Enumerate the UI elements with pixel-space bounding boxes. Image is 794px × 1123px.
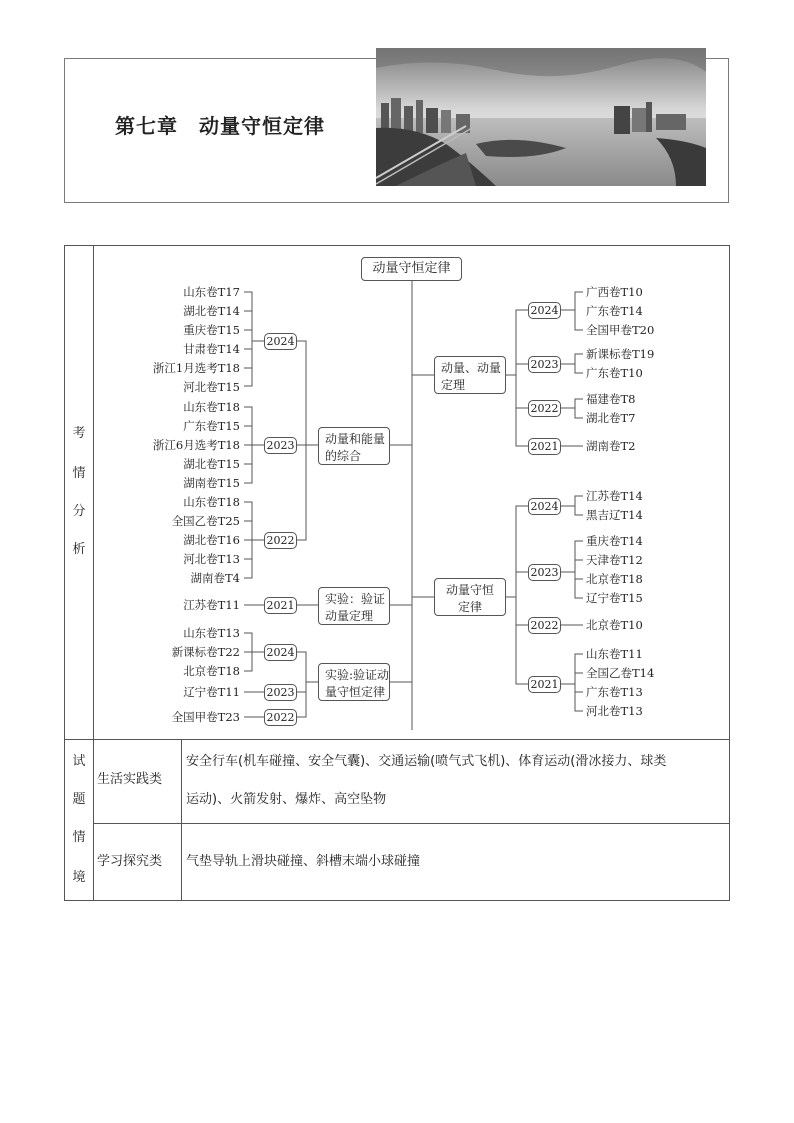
year-pill: 2024	[264, 333, 297, 350]
exam-item: 湖南卷T2	[586, 439, 636, 453]
situation-category-study: 学习探究类	[97, 854, 163, 869]
exam-item: 浙江6月选考T18	[152, 438, 240, 452]
year-pill: 2022	[264, 532, 297, 549]
branch-label-line2: 定律	[457, 600, 482, 614]
exam-item: 全国甲卷T20	[586, 323, 655, 337]
exam-item: 湖南卷T4	[190, 571, 240, 585]
branch-momentum-theorem	[434, 356, 506, 394]
branch-experiment-conservation	[318, 663, 390, 701]
branch-experiment-momentum-theorem	[318, 587, 390, 625]
branch-label-line1: 动量、动量	[441, 361, 502, 375]
label-analysis-4: 析	[72, 542, 86, 557]
exam-item: 山东卷T13	[183, 626, 240, 640]
exam-item: 甘肃卷T14	[183, 342, 240, 356]
exam-item: 北京卷T18	[586, 572, 643, 586]
year-pill: 2023	[264, 437, 297, 454]
year-pill: 2023	[528, 356, 561, 373]
year-pill: 2024	[528, 302, 561, 319]
exam-item: 浙江1月选考T18	[152, 361, 240, 375]
exam-item: 广东卷T10	[586, 366, 643, 380]
exam-item: 湖北卷T15	[183, 457, 240, 471]
exam-item: 广东卷T14	[586, 304, 643, 318]
exam-item: 辽宁卷T11	[183, 685, 240, 699]
label-situation-1: 试	[72, 754, 86, 769]
exam-item: 河北卷T13	[586, 704, 643, 718]
exam-item: 重庆卷T14	[586, 534, 643, 548]
year-pill: 2024	[528, 498, 561, 515]
exam-item: 湖南卷T15	[183, 476, 240, 490]
exam-item: 全国乙卷T14	[586, 666, 655, 680]
exam-item: 广东卷T15	[183, 419, 240, 433]
label-situation-2: 题	[72, 792, 86, 807]
exam-item: 辽宁卷T15	[586, 591, 643, 605]
branch-label-line2: 的综合	[325, 449, 362, 463]
exam-item: 黑吉辽T14	[586, 508, 643, 522]
exam-item: 天津卷T12	[586, 553, 643, 567]
branch-label-line2: 定理	[441, 378, 466, 392]
branch-conservation-law	[434, 578, 506, 616]
chapter-title: 第七章 动量守恒定律	[115, 114, 325, 138]
exam-item: 重庆卷T15	[183, 323, 240, 337]
year-pill: 2021	[264, 597, 297, 614]
exam-item: 河北卷T13	[183, 552, 240, 566]
label-analysis-3: 分	[72, 504, 86, 519]
situation-life-line2: 运动)、火箭发射、爆炸、高空坠物	[186, 792, 387, 807]
exam-item: 湖北卷T14	[183, 304, 240, 318]
year-pill: 2021	[528, 676, 561, 693]
branch-label-line1: 实验:验证动	[325, 668, 390, 682]
situation-study-line1: 气垫导轨上滑块碰撞、斜槽末端小球碰撞	[186, 854, 421, 869]
exam-item: 河北卷T15	[183, 380, 240, 394]
exam-item: 山东卷T18	[183, 495, 240, 509]
exam-item: 山东卷T17	[183, 285, 240, 299]
branch-label-line1: 实验：验证	[325, 592, 386, 606]
year-pill: 2022	[528, 400, 561, 417]
exam-item: 全国乙卷T25	[171, 514, 240, 528]
exam-item: 新课标卷T22	[171, 645, 240, 659]
exam-item: 北京卷T18	[183, 664, 240, 678]
exam-item: 新课标卷T19	[586, 347, 655, 361]
exam-item: 福建卷T8	[586, 392, 636, 406]
exam-item: 广东卷T13	[586, 685, 643, 699]
branch-label-line1: 动量和能量	[325, 432, 386, 446]
situation-category-life: 生活实践类	[97, 772, 163, 787]
label-situation-3: 情	[72, 830, 86, 845]
branch-label-line2: 量守恒定律	[325, 685, 386, 699]
label-analysis-2: 情	[72, 466, 86, 481]
exam-item: 北京卷T10	[586, 618, 643, 632]
label-analysis-1: 考	[72, 426, 86, 441]
year-pill: 2023	[528, 564, 561, 581]
branch-momentum-energy	[318, 427, 390, 465]
year-pill: 2024	[264, 644, 297, 661]
exam-item: 湖北卷T7	[586, 411, 636, 425]
year-pill: 2022	[264, 709, 297, 726]
branch-label-line2: 动量定理	[325, 609, 374, 623]
exam-item: 江苏卷T14	[586, 489, 643, 503]
exam-item: 全国甲卷T23	[171, 710, 240, 724]
year-pill: 2022	[528, 617, 561, 634]
exam-item: 山东卷T11	[586, 647, 643, 661]
exam-item: 山东卷T18	[183, 400, 240, 414]
mindmap-root: 动量守恒定律	[361, 257, 462, 281]
situation-life-line1: 安全行车(机车碰撞、安全气囊)、交通运输(喷气式飞机)、体育运动(滑冰接力、球类	[186, 754, 667, 769]
year-pill: 2023	[264, 684, 297, 701]
year-pill: 2021	[528, 438, 561, 455]
branch-label-line1: 动量守恒	[445, 583, 494, 597]
exam-item: 湖北卷T16	[183, 533, 240, 547]
exam-item: 广西卷T10	[586, 285, 643, 299]
exam-item: 江苏卷T11	[183, 598, 240, 612]
label-situation-4: 境	[72, 870, 86, 885]
